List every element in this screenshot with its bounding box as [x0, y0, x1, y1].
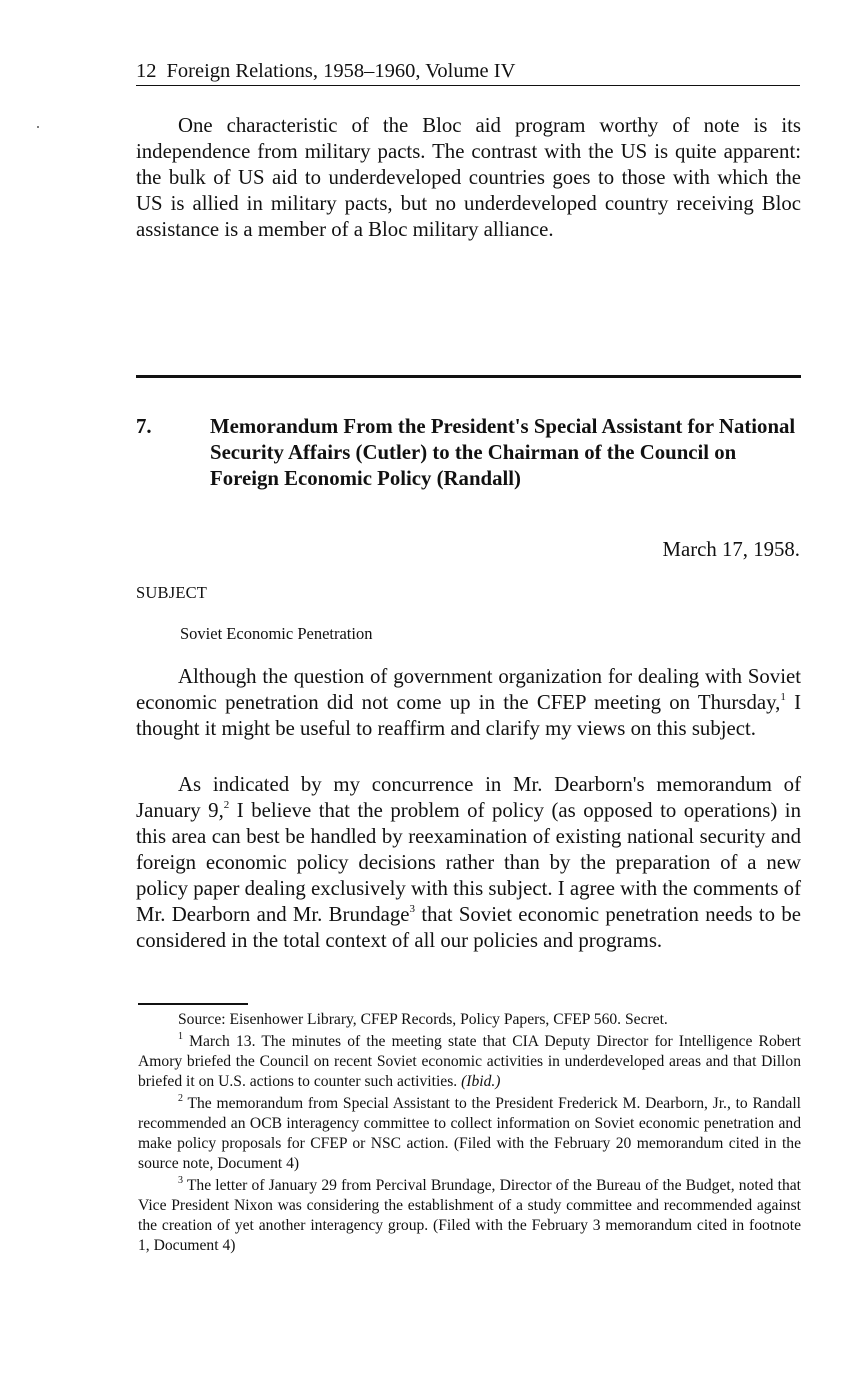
paragraph-2-text-b: I believe that the problem of policy (as opposed to operations) in this area can best be handled by reexamination of existing national security and foreign economic policy decisions rather than by the preparation of a new policy paper dealing exclusively with this subject. I agree with the comments of Mr. Dearborn and Mr. Brundage: [136, 799, 801, 926]
running-title: Foreign Relations, 1958–1960, Volume IV: [166, 60, 516, 82]
document-title: Memorandum From the President's Special Assistant for National Security Affairs (Cutler) to the Chairman of the Council on Foreign Economic Policy (Randall): [210, 415, 796, 490]
footnote-1-marker: 1: [178, 1030, 183, 1042]
footnote-2-text: The memorandum from Special Assistant to the President Frederick M. Dearborn, Jr., to Randall recommended an OCB interagency committee to collect information on Soviet economic penetration and make policy proposals for CFEP or NSC action. (Filed with the February 20 memorandum cited in the source note, Document 4): [138, 1095, 801, 1172]
footnote-2: [138, 1094, 801, 1174]
footnote-3: [138, 1176, 801, 1256]
running-header: [136, 58, 800, 86]
footnotes: [138, 1010, 801, 1258]
document-separator-rule: [136, 375, 801, 378]
footnote-3-marker: 3: [178, 1174, 183, 1186]
body-paragraph-2: [136, 772, 801, 954]
footnote-1-text: March 13. The minutes of the meeting state that CIA Deputy Director for Intelligence Robert Amory briefed the Council on recent Soviet economic activities in underdeveloped areas and that Dillon briefed it on U.S. actions to counter such activities.: [138, 1033, 801, 1090]
body-paragraph-1: [136, 664, 801, 742]
footnote-separator-rule: [138, 1003, 248, 1005]
footnote-1: [138, 1032, 801, 1092]
paragraph-2-text-c: that Soviet economic penetration needs to be considered in the total context of all our policies and programs.: [136, 903, 802, 952]
paragraph-1-text-a: Although the question of government organization for dealing with Soviet economic penetration did not come up in the CFEP meeting on Thursday,: [136, 665, 801, 714]
subject-label: SUBJECT: [136, 583, 208, 602]
footnote-1-ibid: (Ibid.): [461, 1073, 501, 1090]
source-note: Source: Eisenhower Library, CFEP Records, Policy Papers, CFEP 560. Secret.: [178, 1011, 668, 1028]
footnote-ref-3[interactable]: 3: [409, 903, 416, 916]
page-number: 12: [136, 60, 157, 82]
footnote-ref-1[interactable]: 1: [780, 691, 786, 704]
footnote-3-text: The letter of January 29 from Percival Brundage, Director of the Bureau of the Budget, noted that Vice President Nixon was considering the establishment of a study committee and recommended against the creation of yet another interagency group. (Filed with the February 3 memorandum cited in footnote 1, Document 4): [138, 1177, 801, 1254]
paragraph-1-text-b: I thought it might be useful to reaffirm and clarify my views on this subject.: [136, 691, 802, 740]
document-date: March 17, 1958.: [662, 538, 800, 561]
subject-value: Soviet Economic Penetration: [180, 624, 373, 643]
paragraph-2-text-a: As indicated by my concurrence in Mr. Dearborn's memorandum of January 9,: [136, 773, 801, 822]
footnote-ref-2[interactable]: 2: [223, 799, 230, 812]
previous-document-closing-paragraph: One characteristic of the Bloc aid program worthy of note is its independence from military pacts. The contrast with the US is quite apparent: the bulk of US aid to underdeveloped countries goes to those with which the US is allied in military pacts, but no underdeveloped country receiving Bloc assistance is a member of a Bloc military alliance.: [136, 114, 801, 241]
footnote-2-marker: 2: [178, 1092, 183, 1104]
document-number: 7.: [136, 415, 152, 438]
scan-speck: [37, 126, 39, 128]
